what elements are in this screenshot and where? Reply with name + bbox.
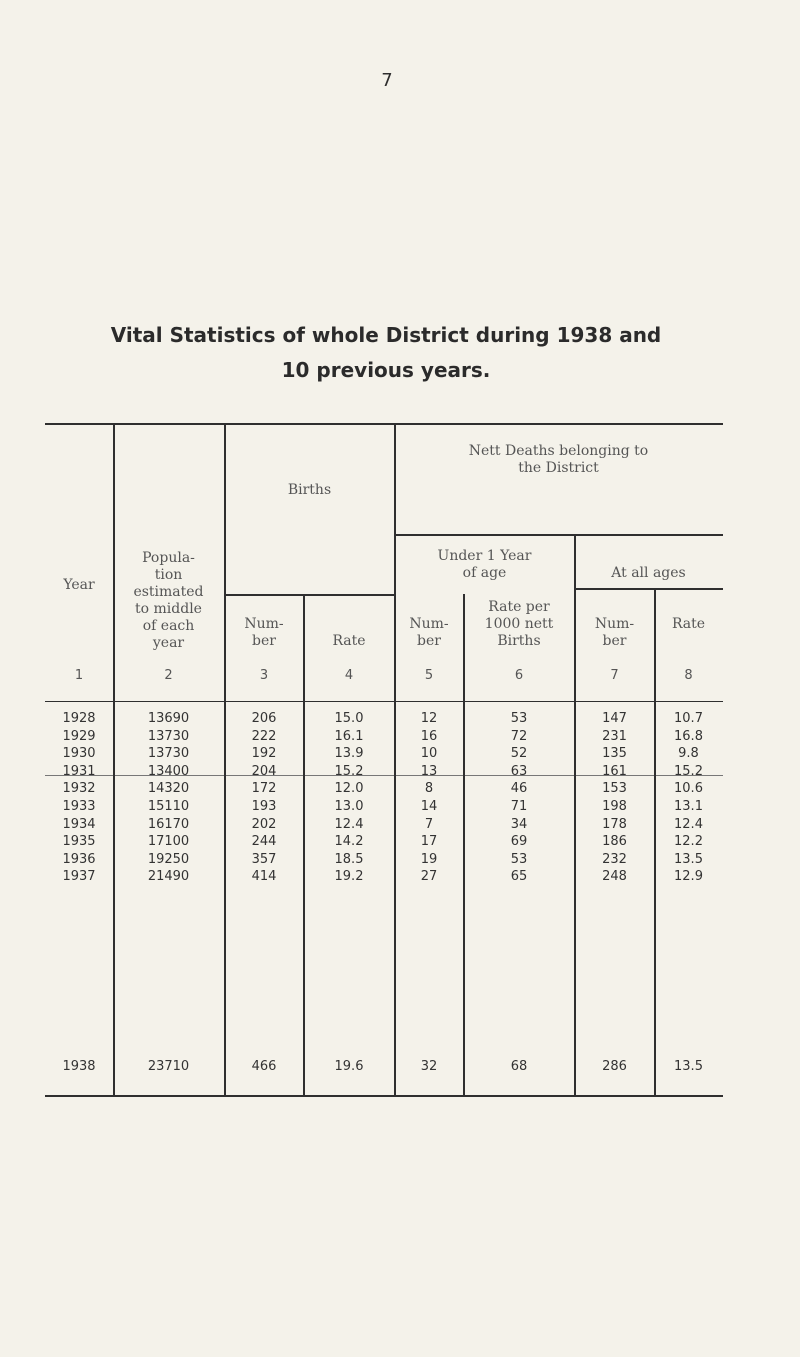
page-number: 7 [381, 70, 393, 91]
table-cell: 13 [420, 764, 438, 779]
table-cell: 12.2 [674, 834, 703, 849]
table-cell: 27 [420, 869, 438, 884]
table-cell: 10 [420, 746, 438, 761]
table-cell: 147 [602, 711, 627, 726]
table-cell: 46 [510, 781, 528, 796]
table-cell: 10.6 [674, 781, 703, 796]
table-cell: 172 [251, 781, 277, 796]
table-cell: 186 [602, 834, 627, 849]
table-cell: 135 [602, 746, 627, 761]
table-cell: 414 [251, 869, 277, 884]
table-cell: 178 [602, 817, 627, 832]
table-cell: 1937 [62, 869, 96, 884]
table-cell: 1936 [62, 852, 96, 867]
table-cell: 14320 [147, 781, 190, 796]
table-cell: 1928 [62, 711, 96, 726]
header-all-ages: At all ages [611, 565, 686, 581]
table-cell: 202 [251, 817, 277, 832]
table-bottom-rule [45, 1095, 723, 1097]
table-cell: 16 [420, 729, 438, 744]
table-cell: 222 [251, 729, 277, 744]
table-cell: 16.8 [674, 729, 703, 744]
table-cell: 204 [251, 764, 277, 779]
column-number-6: 6 [514, 668, 524, 683]
table-cell: 231 [602, 729, 627, 744]
table-cell: 206 [251, 711, 277, 726]
table-cell: 19.6 [334, 1059, 364, 1074]
header-all-ages-number: Num- ber [594, 616, 635, 649]
header-births-rate: Rate [332, 633, 366, 649]
table-top-rule [45, 423, 723, 425]
table-cell: 15110 [147, 799, 190, 814]
all-ages-sub-rule [575, 588, 723, 590]
table-cell: 1931 [62, 764, 96, 779]
table-cell: 8 [424, 781, 434, 796]
table-cell: 466 [251, 1059, 277, 1074]
table-cell: 12.4 [334, 817, 364, 832]
table-cell: 7 [424, 817, 434, 832]
column-number-8: 8 [684, 668, 693, 683]
table-cell: 13.5 [674, 1059, 703, 1074]
table-cell: 13.0 [334, 799, 364, 814]
table-cell: 153 [602, 781, 627, 796]
table-cell: 19250 [147, 852, 190, 867]
table-cell: 193 [251, 799, 277, 814]
table-cell: 68 [510, 1059, 528, 1074]
table-cell: 15.2 [334, 764, 364, 779]
header-births: Births [287, 482, 332, 498]
table-cell: 244 [251, 834, 277, 849]
table-cell: 1935 [62, 834, 96, 849]
header-under-one-number: Num- ber [409, 616, 449, 649]
column-number-3: 3 [259, 668, 269, 683]
table-cell: 12 [420, 711, 438, 726]
table-cell: 16.1 [334, 729, 364, 744]
table-cell: 34 [510, 817, 528, 832]
table-cell: 12.4 [674, 817, 703, 832]
table-cell: 192 [251, 746, 277, 761]
column-number-5: 5 [424, 668, 434, 683]
table-cell: 17100 [147, 834, 190, 849]
table-cell: 72 [510, 729, 528, 744]
table-cell: 69 [510, 834, 528, 849]
column-number-7: 7 [610, 668, 619, 683]
table-cell: 9.8 [678, 746, 699, 761]
table-cell: 13.5 [674, 852, 703, 867]
table-cell: 12.0 [334, 781, 364, 796]
table-cell: 1933 [62, 799, 96, 814]
header-population: Popula- tion estimated to middle of each year [133, 550, 204, 651]
table-cell: 16170 [147, 817, 190, 832]
table-cell: 232 [602, 852, 627, 867]
table-cell: 19 [420, 852, 438, 867]
column-number-4: 4 [344, 668, 354, 683]
table-cell: 198 [602, 799, 627, 814]
table-cell: 12.9 [674, 869, 703, 884]
table-cell: 52 [510, 746, 528, 761]
table-cell: 1929 [62, 729, 96, 744]
table-cell: 19.2 [334, 869, 364, 884]
table-cell: 13400 [147, 764, 190, 779]
table-cell: 32 [420, 1059, 438, 1074]
table-cell: 14.2 [334, 834, 364, 849]
table-cell: 13.9 [334, 746, 364, 761]
table-cell: 248 [602, 869, 627, 884]
under-one-top-rule [395, 534, 723, 536]
table-cell: 13730 [147, 746, 190, 761]
table-cell: 13.1 [674, 799, 703, 814]
header-bottom-rule [45, 701, 723, 702]
table-cell: 23710 [147, 1059, 190, 1074]
header-year: Year [63, 577, 95, 593]
header-under-one-rate: Rate per 1000 nett Births [484, 599, 554, 649]
table-cell: 18.5 [334, 852, 364, 867]
table-cell: 65 [510, 869, 528, 884]
header-under-one: Under 1 Year of age [437, 548, 532, 581]
table-cell: 17 [420, 834, 438, 849]
table-cell: 1932 [62, 781, 96, 796]
page-title: Vital Statistics of whole District during 1938 and 10 previous years. [110, 323, 662, 382]
table-cell: 63 [510, 764, 528, 779]
header-deaths: Nett Deaths belonging to the District [468, 443, 649, 476]
table-cell: 21490 [147, 869, 190, 884]
table-cell: 15.2 [674, 764, 703, 779]
table-cell: 161 [602, 764, 627, 779]
table-cell: 53 [510, 852, 528, 867]
table-cell: 286 [602, 1059, 627, 1074]
column-number-2: 2 [164, 668, 173, 683]
column-number-1: 1 [74, 668, 84, 683]
table-cell: 14 [420, 799, 438, 814]
table-cell: 10.7 [674, 711, 703, 726]
table-cell: 13730 [147, 729, 190, 744]
header-all-ages-rate: Rate [671, 616, 706, 632]
table-cell: 357 [251, 852, 277, 867]
table-cell: 15.0 [334, 711, 364, 726]
table-cell: 1938 [62, 1059, 96, 1074]
table-cell: 1934 [62, 817, 96, 832]
table-cell: 53 [510, 711, 528, 726]
births-sub-rule [225, 594, 395, 596]
table-cell: 71 [510, 799, 528, 814]
table-cell: 1930 [62, 746, 96, 761]
header-births-number: Num- ber [244, 616, 284, 649]
table-cell: 13690 [147, 711, 190, 726]
